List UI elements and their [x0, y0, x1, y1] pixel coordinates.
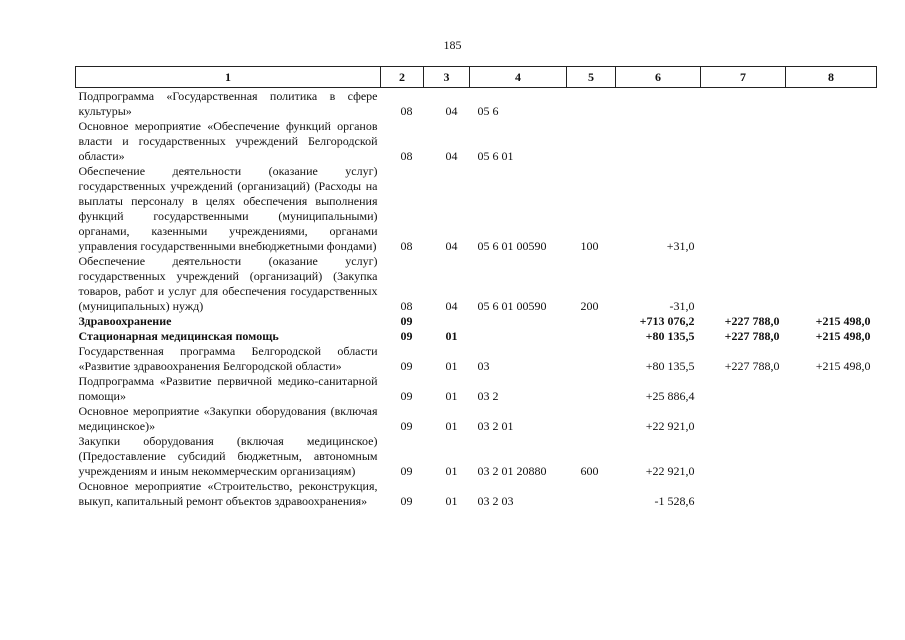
- row-expense-type: [567, 88, 616, 120]
- row-expense-type: [567, 344, 616, 374]
- table-row: [76, 164, 877, 254]
- row-target-article: 03 2 01 20880: [477, 464, 547, 478]
- row-value-1: +713 076,2: [639, 314, 695, 328]
- table-row: [76, 314, 877, 329]
- row-value-2: [701, 119, 786, 164]
- column-header-8: 8: [786, 67, 877, 88]
- row-subsection: 01: [445, 359, 458, 373]
- column-header-2: 2: [381, 67, 424, 88]
- row-value-2: [701, 254, 786, 314]
- row-name: Здравоохранение: [78, 314, 172, 328]
- budget-table: [75, 66, 877, 509]
- row-name: Обеспечение деятельности (оказание услуг) государственных учреждений (организаций) (Расходы на выплаты персоналу в целях обеспечения выполнения функций государственными (муниципальными) органами, казенными учреждениями, органами управления государственными внебюджетными фондами): [78, 164, 378, 253]
- row-expense-type: [567, 329, 616, 344]
- table-row: [76, 374, 877, 404]
- table-body: [76, 88, 877, 510]
- row-section: 08: [400, 104, 413, 118]
- row-value-2: [701, 88, 786, 120]
- row-value-3: +215 498,0: [815, 329, 871, 343]
- row-target-article: [470, 329, 567, 344]
- row-value-2: +227 788,0: [724, 329, 780, 343]
- row-value-1: +25 886,4: [645, 389, 695, 403]
- row-value-3: [786, 479, 877, 509]
- row-expense-type: [567, 404, 616, 434]
- row-target-article: 03 2 03: [477, 494, 514, 508]
- table-row: [76, 254, 877, 314]
- row-value-1: +22 921,0: [645, 464, 695, 478]
- row-value-3: +215 498,0: [815, 314, 871, 328]
- row-name: Основное мероприятие «Обеспечение функций органов власти и государственных учреждений Белгородской области»: [78, 119, 378, 163]
- table-row: [76, 479, 877, 509]
- row-name: Закупки оборудования (включая медицинское) (Предоставление субсидий бюджетным, автономным учреждениям и иным некоммерческим организациям): [78, 434, 378, 478]
- row-target-article: [470, 314, 567, 329]
- row-section: 08: [400, 299, 413, 313]
- row-subsection: 04: [445, 299, 458, 313]
- column-header-7: 7: [701, 67, 786, 88]
- row-subsection: [424, 314, 470, 329]
- row-name: Обеспечение деятельности (оказание услуг) государственных учреждений (организаций) (Закупка товаров, работ и услуг для обеспечения государственных (муниципальных) нужд): [78, 254, 378, 313]
- column-header-1: 1: [76, 67, 381, 88]
- row-section: 09: [400, 419, 413, 433]
- page-number: 185: [443, 38, 462, 52]
- row-section: 09: [400, 389, 413, 403]
- row-value-3: [786, 404, 877, 434]
- row-target-article: 05 6 01 00590: [477, 299, 547, 313]
- row-value-3: [786, 434, 877, 479]
- row-subsection: 04: [445, 104, 458, 118]
- row-value-1: +31,0: [666, 239, 695, 253]
- row-value-1: -1 528,6: [654, 494, 695, 508]
- column-header-5: 5: [567, 67, 616, 88]
- table-row: [76, 404, 877, 434]
- row-section: 09: [400, 329, 413, 343]
- row-value-1: -31,0: [669, 299, 695, 313]
- row-value-3: [786, 254, 877, 314]
- row-value-2: +227 788,0: [724, 359, 780, 373]
- row-expense-type: [567, 119, 616, 164]
- row-subsection: 01: [445, 419, 458, 433]
- column-header-6: 6: [616, 67, 701, 88]
- table-header-row: [76, 67, 877, 88]
- table-row: [76, 329, 877, 344]
- row-name: Подпрограмма «Государственная политика в сфере культуры»: [78, 89, 378, 118]
- row-value-2: +227 788,0: [724, 314, 780, 328]
- row-expense-type: 100: [580, 239, 599, 253]
- row-expense-type: 200: [580, 299, 599, 313]
- row-section: 09: [400, 464, 413, 478]
- row-value-3: [786, 374, 877, 404]
- row-target-article: 05 6 01: [477, 149, 514, 163]
- row-target-article: 03 2: [477, 389, 499, 403]
- row-section: 09: [400, 314, 413, 328]
- row-value-3: [786, 88, 877, 120]
- row-target-article: 03: [477, 359, 490, 373]
- row-name: Подпрограмма «Развитие первичной медико-санитарной помощи»: [78, 374, 378, 403]
- row-value-1: +22 921,0: [645, 419, 695, 433]
- column-header-3: 3: [424, 67, 470, 88]
- row-value-2: [701, 374, 786, 404]
- row-subsection: 04: [445, 239, 458, 253]
- row-expense-type: [567, 479, 616, 509]
- row-subsection: 01: [445, 464, 458, 478]
- row-value-2: [701, 164, 786, 254]
- row-value-2: [701, 479, 786, 509]
- row-subsection: 01: [445, 494, 458, 508]
- row-name: Основное мероприятие «Закупки оборудования (включая медицинское)»: [78, 404, 378, 433]
- row-target-article: 05 6: [477, 104, 499, 118]
- row-subsection: 01: [445, 329, 458, 343]
- table-row: [76, 434, 877, 479]
- table-row: [76, 119, 877, 164]
- row-name: Государственная программа Белгородской области «Развитие здравоохранения Белгородской области»: [78, 344, 378, 373]
- row-value-2: [701, 434, 786, 479]
- row-target-article: 03 2 01: [477, 419, 514, 433]
- column-header-4: 4: [470, 67, 567, 88]
- row-value-2: [701, 404, 786, 434]
- row-subsection: 04: [445, 149, 458, 163]
- row-subsection: 01: [445, 389, 458, 403]
- row-expense-type: 600: [580, 464, 599, 478]
- row-value-3: [786, 119, 877, 164]
- row-name: Основное мероприятие «Строительство, реконструкция, выкуп, капитальный ремонт объектов здравоохранения»: [78, 479, 378, 508]
- row-expense-type: [567, 374, 616, 404]
- row-target-article: 05 6 01 00590: [477, 239, 547, 253]
- row-value-1: [616, 119, 701, 164]
- table-row: [76, 344, 877, 374]
- row-section: 08: [400, 239, 413, 253]
- row-value-1: +80 135,5: [645, 329, 695, 343]
- row-section: 09: [400, 359, 413, 373]
- row-value-3: +215 498,0: [815, 359, 871, 373]
- table-row: [76, 88, 877, 120]
- row-section: 08: [400, 149, 413, 163]
- row-expense-type: [567, 314, 616, 329]
- row-value-1: +80 135,5: [645, 359, 695, 373]
- row-value-3: [786, 164, 877, 254]
- row-name: Стационарная медицинская помощь: [78, 329, 279, 343]
- row-value-1: [616, 88, 701, 120]
- row-section: 09: [400, 494, 413, 508]
